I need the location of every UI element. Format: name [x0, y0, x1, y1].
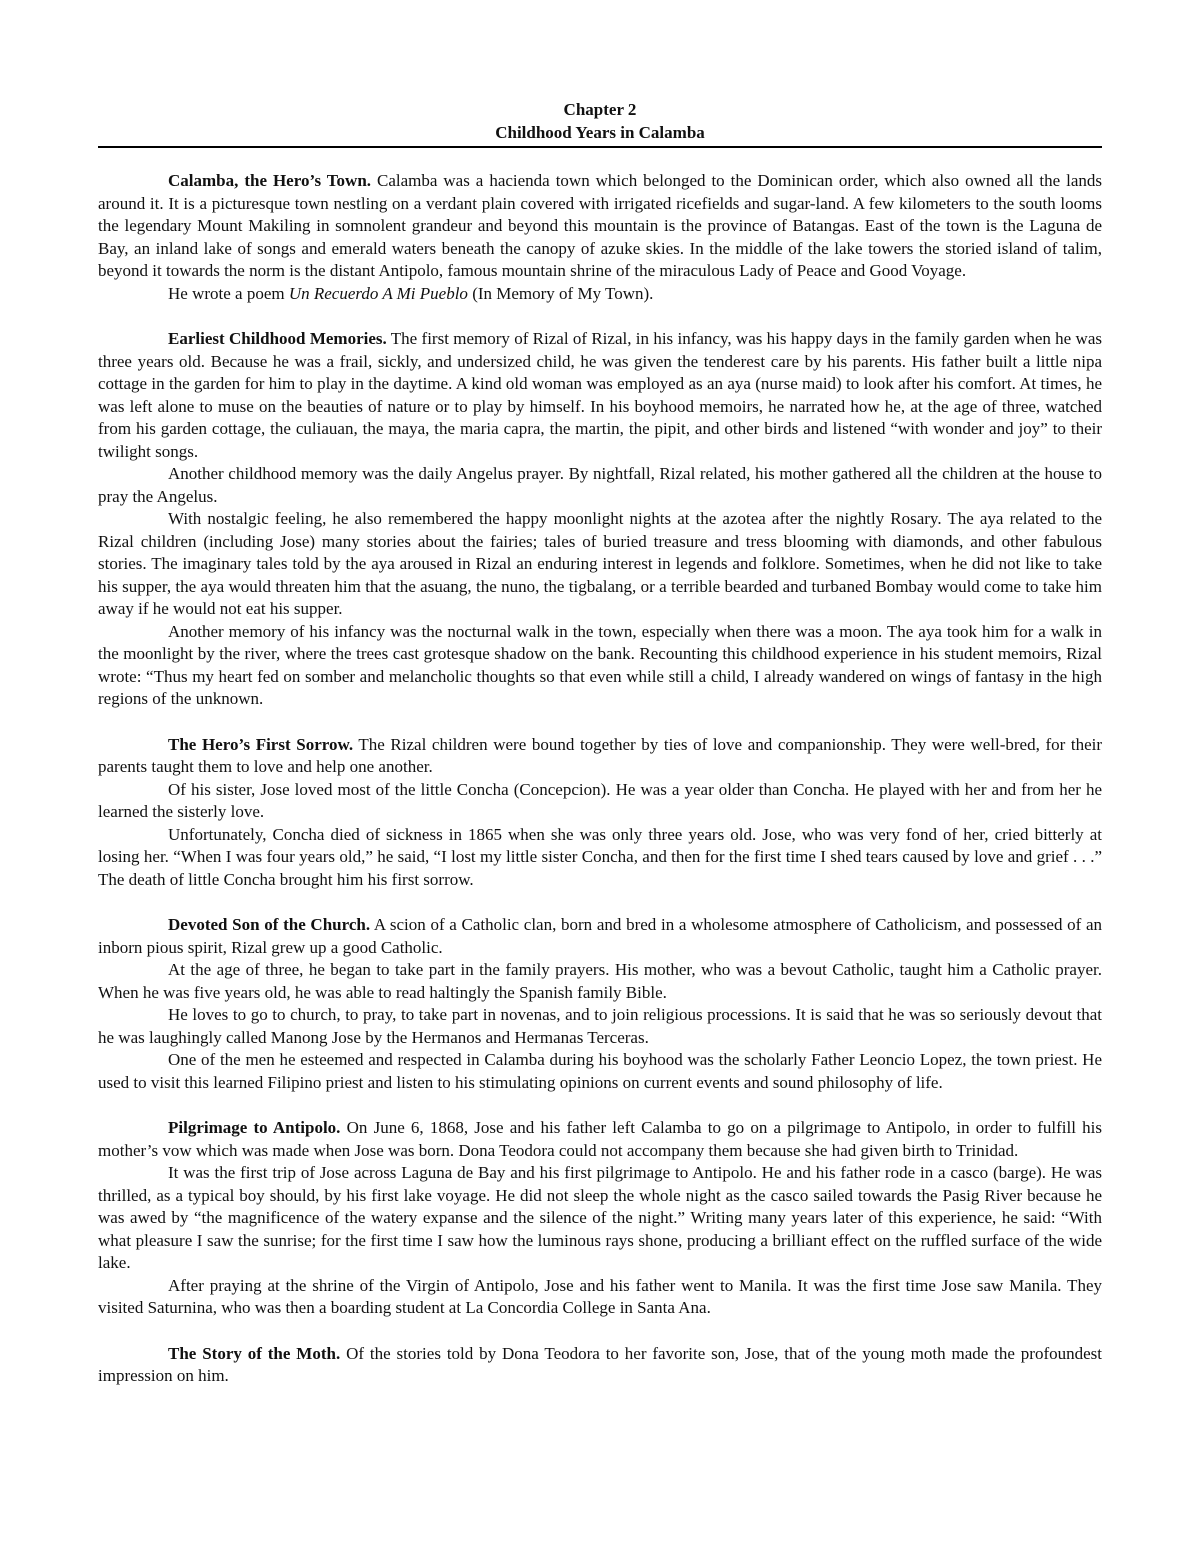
- paragraph: He loves to go to church, to pray, to take part in novenas, and to join religious processions. It is said that he was so seriously devout that he was laughingly called Manong Jose by the Hermanos and Hermanas Terceras.: [98, 1005, 1102, 1047]
- section-calamba: [98, 170, 1102, 305]
- paragraph: Another memory of his infancy was the nocturnal walk in the town, especially when there was a moon. The aya took him for a walk in the moonlight by the river, where the trees cast grotesque shadow on the bank. Recounting this childhood experience in his student memoirs, Rizal wrote: “Thus my heart fed on somber and melancholic thoughts so that even while still a child, I already wandered on wings of fantasy in the high regions of the unknown.: [98, 621, 1102, 708]
- paragraph: [98, 914, 1102, 959]
- poem-title: Un Recuerdo A Mi Pueblo: [288, 283, 468, 303]
- poem-line-after: (In Memory of My Town).: [467, 283, 654, 303]
- paragraph-text: Of the stories told by Dona Teodora to her favorite son, Jose, that of the young moth made the profoundest impression on him.: [98, 1343, 1103, 1385]
- paragraph: [98, 328, 1102, 463]
- paragraph: Unfortunately, Concha died of sickness in 1865 when she was only three years old. Jose, who was very fond of her, cried bitterly at losing her. “When I was four years old,” he said, “I lost my little sister Concha, and then for the first time I shed tears caused by love and grief . . .” The death of little Concha brought him his first sorrow.: [98, 824, 1102, 889]
- paragraph: One of the men he esteemed and respected in Calamba during his boyhood was the scholarly Father Leoncio Lopez, the town priest. He used to visit this learned Filipino priest and listen to his stimulating opinions on current events and sound philosophy of life.: [98, 1050, 1102, 1092]
- paragraph-text: The first memory of Rizal of Rizal, in his infancy, was his happy days in the family garden when he was three years old. Because he was a frail, sickly, and undersized child, he was given the tenderest care by his parents. His father built a little nipa cottage in the garden for him to play in the daytime. A kind old woman was employed as an aya (nurse maid) to look after his comfort. At times, he was left alone to muse on the beauties of nature or to play by himself. In his boyhood memoirs, he narrated how he, at the age of three, watched from his garden cottage, the culiauan, the maya, the maria capra, the martin, the pipit, and other birds and listened “with wonder and joy” to their twilight songs.: [98, 329, 1102, 461]
- section-heading: Earliest Childhood Memories.: [168, 329, 387, 348]
- paragraph: After praying at the shrine of the Virgin of Antipolo, Jose and his father went to Manila. It was the first time Jose saw Manila. They visited Saturnina, who was then a boarding student at La Concordia College in Santa Ana.: [98, 1275, 1102, 1317]
- chapter-header: [98, 98, 1102, 144]
- paragraph-text: Calamba was a hacienda town which belonged to the Dominican order, which also owned all the lands around it. It is a picturesque town nestling on a verdant plain covered with irrigated ricefields and sugar-land. A few kilometers to the south looms the legendary Mount Makiling in somnolent grandeur and beyond this mountain is the province of Batangas. East of the town is the Laguna de Bay, an inland lake of songs and emerald waters beneath the canopy of azuke skies. In the middle of the lake towers the storied island of talim, beyond it towards the norm is the distant Antipolo, famous mountain shrine of the miraculous Lady of Peace and Good Voyage.: [98, 171, 1103, 280]
- paragraph: [98, 734, 1102, 779]
- chapter-number: Chapter 2: [563, 100, 637, 119]
- section-heading: The Story of the Moth.: [168, 1343, 341, 1363]
- poem-line: [98, 283, 1102, 306]
- paragraph: With nostalgic feeling, he also remembered the happy moonlight nights at the azotea after the nightly Rosary. The aya related to the Rizal children (including Jose) many stories about the fairies; tales of buried treasure and tress blooming with diamonds, and other fabulous stories. The imaginary tales told by the aya aroused in Rizal an enduring interest in legends and folklore. Sometimes, when he did not like to take his supper, the aya would threaten him that the asuang, the nuno, the tigbalang, or a terrible bearded and turbaned Bombay would come to take him away if he would not eat his supper.: [98, 509, 1102, 618]
- poem-line-before: He wrote a poem: [168, 283, 289, 303]
- document-page: [98, 98, 1102, 1388]
- paragraph-text: The Rizal children were bound together by ties of love and companionship. They were well-bred, for their parents taught them to love and help one another.: [98, 734, 1103, 776]
- section-story-of-moth: [98, 1343, 1102, 1388]
- paragraph-text: On June 6, 1868, Jose and his father left Calamba to go on a pilgrimage to Antipolo, in order to fulfill his mother’s vow which was made when Jose was born. Dona Teodora could not accompany them because she had given birth to Trinidad.: [98, 1118, 1102, 1160]
- paragraph: It was the first trip of Jose across Laguna de Bay and his first pilgrimage to Antipolo. He and his father rode in a casco (barge). He was thrilled, as a typical boy should, by his first lake voyage. He did not sleep the whole night as the casco sailed towards the Pasig River because he was awed by “the magnificence of the watery expanse and the silence of the night.” Writing many years later of this experience, he said: “With what pleasure I saw the sunrise; for the first time I saw how the luminous rays shone, producing a brilliant effect on the ruffled surface of the wide lake.: [98, 1163, 1102, 1272]
- paragraph: Another childhood memory was the daily Angelus prayer. By nightfall, Rizal related, his mother gathered all the children at the house to pray the Angelus.: [98, 464, 1102, 506]
- chapter-title: Childhood Years in Calamba: [495, 123, 705, 142]
- section-heading: The Hero’s First Sorrow.: [168, 734, 354, 754]
- section-pilgrimage: [98, 1117, 1102, 1320]
- section-heading: Calamba, the Hero’s Town.: [168, 171, 372, 190]
- section-devoted-son: [98, 914, 1102, 1094]
- paragraph: [98, 170, 1102, 283]
- section-heading: Devoted Son of the Church.: [168, 915, 371, 934]
- paragraph: [98, 1343, 1102, 1388]
- header-rule: [98, 146, 1102, 148]
- section-earliest-memories: [98, 328, 1102, 711]
- paragraph: At the age of three, he began to take part in the family prayers. His mother, who was a bevout Catholic, taught him a Catholic prayer. When he was five years old, he was able to read haltingly the Spanish family Bible.: [98, 960, 1102, 1002]
- paragraph-text: A scion of a Catholic clan, born and bred in a wholesome atmosphere of Catholicism, and possessed of an inborn pious spirit, Rizal grew up a good Catholic.: [98, 915, 1103, 957]
- section-heading: Pilgrimage to Antipolo.: [168, 1118, 341, 1137]
- section-first-sorrow: [98, 734, 1102, 892]
- paragraph: [98, 1117, 1102, 1162]
- paragraph: Of his sister, Jose loved most of the little Concha (Concepcion). He was a year older than Concha. He played with her and from her he learned the sisterly love.: [98, 779, 1102, 821]
